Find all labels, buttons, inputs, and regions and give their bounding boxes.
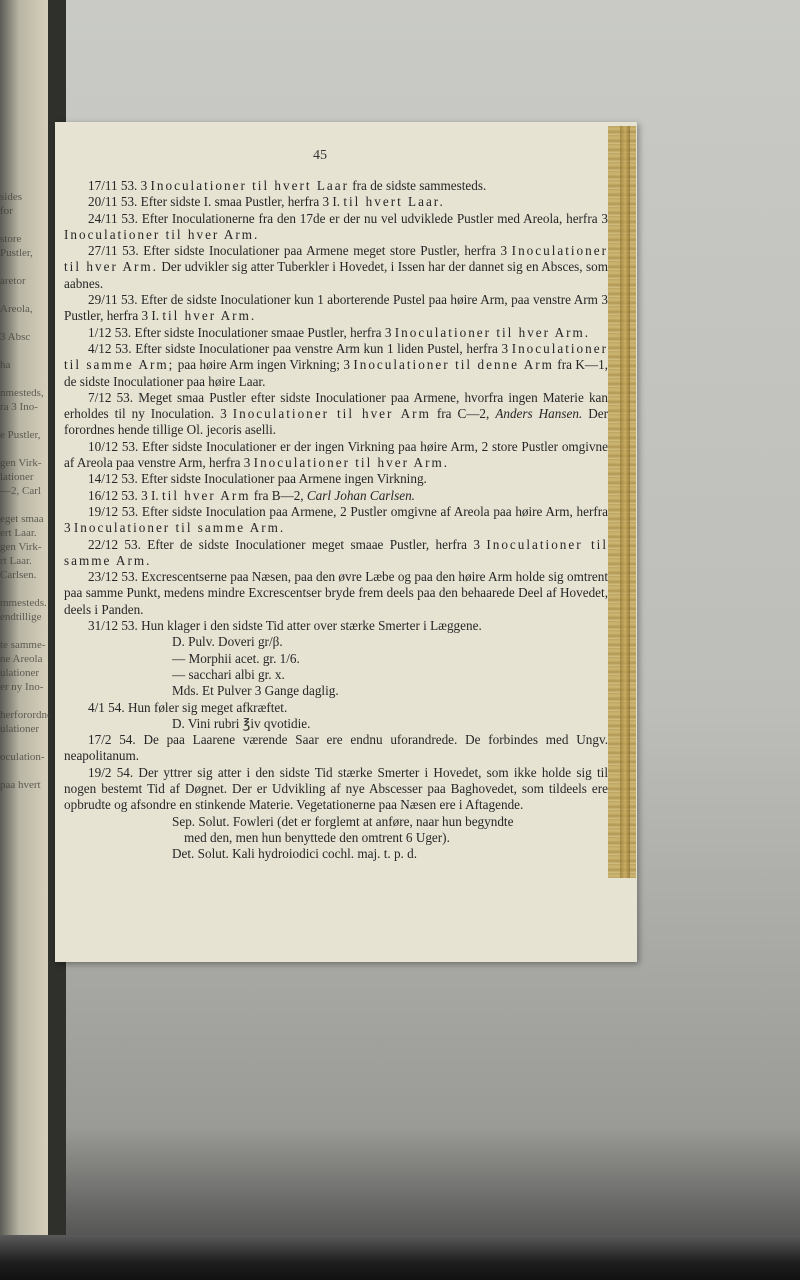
journal-entry [64,211,608,244]
facing-page-text [0,582,60,596]
prescription-line: — sacchari albi gr. x. [172,666,285,682]
facing-page-text: for [0,205,13,217]
entry-date: 4/12 53. [88,340,136,356]
entry-date: 10/12 53. [88,438,143,454]
entry-text: Der forordnes hende tillige Ol. jecoris aselli. [64,406,609,438]
entry-text: Inoculationer til hver Arm. [394,324,591,340]
entry-date: 1/12 53. [88,324,135,340]
entry-text: Der yttrer sig atter i den sidste Tid stærke Smerter i Hovedet, som ikke holde sig til nogen bestemt Tid af Døgnet. Der er Udvikling af nye Abscesser paa Baghovedet, som tildeels ere opbrudte og afsondre en stinkende Materie. Vegetationerne paa Næsen ere i Aftagende. [64,764,608,813]
entry-text: fra B—2, [250,487,307,503]
journal-entry [64,243,608,292]
entry-date: 16/12 53. [88,487,142,503]
entry-text: Inoculationer til samme Arm. [64,536,609,568]
facing-page-text: rt Laar. [0,555,32,567]
facing-page-text [0,442,60,456]
entry-text: Inoculationer til hver Arm. [64,226,260,242]
entry-text: til hvert Laar. [343,194,445,210]
journal-entry [64,504,608,537]
entry-text: Inoculationer til samme Arm; [64,340,608,373]
facing-page-text: 3 Absc [0,331,31,343]
facing-page-text: ulationer [0,667,40,679]
journal-entry [64,178,608,194]
facing-page-text [0,260,60,274]
journal-entry [64,700,608,716]
facing-page-text [0,764,60,778]
entry-text: Efter sidste Inoculationer paa Armene ingen Virkning. [141,471,427,487]
journal-entry [64,569,608,618]
facing-page-text: endtillige [0,611,42,623]
entry-text: til hver Arm [162,487,251,503]
facing-page-text: nmesteds, [0,387,44,399]
facing-page-text: paa hvert [0,779,41,791]
entry-text: Excrescentserne paa Næsen, paa den øvre Læbe og paa den høire Arm holde sig omtrent paa samme Punkt, medens mindre Excrescentser bryde frem deels paa den behaarede Deel af Hovedet, deels i Panden. [64,569,608,617]
facing-page-text: ra 3 Ino- [0,401,38,413]
facing-page-text [0,288,60,302]
prescription-line: D. Pulv. Doveri gr/β. [172,634,283,650]
facing-page-text [0,694,60,708]
facing-page-text: ert Laar. [0,527,37,539]
entry-text: Inoculationer til hver Arm. [253,455,450,471]
facing-page-text: —2, Carl [0,485,41,497]
facing-page-text: ulationer [0,723,40,735]
journal-entry [64,292,608,325]
entry-text: Efter de sidste Inoculationer kun 1 aborterende Pustel paa høire Arm, paa venstre Arm 3 Pustler, herfra 3 I. [64,292,608,324]
entry-text: Efter sidste Inoculationer paa venstre Arm kun 1 liden Pustel, herfra 3 [135,340,512,356]
entry-text: Efter sidste Inoculation paa Armene, 2 Pustler omgivne af Areola paa høire Arm, herfra 3 [64,503,608,536]
entry-date: 31/12 53. [88,618,142,634]
facing-page-text: gen Virk- [0,457,42,469]
page-number: 45 [313,148,327,163]
entry-date: 17/11 53. [88,178,141,193]
journal-entry [64,439,608,472]
entry-text: Efter de sidste Inoculationer meget smaae Pustler, herfra 3 [147,536,487,552]
entry-text: Efter sidste Inoculationer er der ingen Virkning paa høire Arm, 2 store Pustler omgivne af Areola paa venstre Arm, herfra 3 [64,438,608,471]
journal-entry [64,618,608,634]
entry-date: 22/12 53. [88,536,148,552]
entry-date: 24/11 53. [88,210,142,226]
facing-page-text: aretor [0,275,26,287]
facing-page-text [0,372,60,386]
facing-page-text: mmesteds. [0,597,47,609]
facing-page-text: herforordne [0,709,52,721]
entry-text: fra K—1, de sidste Inoculationer paa høire Laar. [64,357,608,389]
entry-text: fra C—2, [430,406,496,422]
entry-text: Inoculationer til hvert Laar [150,178,349,193]
entry-text: Inoculationer til samme Arm. [73,520,286,536]
facing-page-text: ne Areola [0,653,43,665]
journal-entry [64,325,608,341]
entry-text: Der udvikler sig atter Tuberkler i Hovedet, i Issen har der dannet sig en Absces, som aabnes. [64,259,608,291]
entry-text: Efter sidste Inoculationer smaae Pustler, herfra 3 [134,324,395,340]
entry-text: Inoculationer til hver Arm [232,406,431,422]
entry-date: 7/12 53. [88,389,139,405]
journal-entry [64,537,608,570]
prescription-line: Mds. Et Pulver 3 Gange daglig. [172,683,339,699]
journal-entry [64,488,608,504]
entry-date: 4/1 54. [88,699,128,715]
entry-date: 23/12 53. [88,569,142,585]
entry-date: 27/11 53. [88,243,144,259]
entry-text: 3 I. [141,487,163,503]
facing-page-text: Areola, [0,303,33,315]
entry-text: De paa Laarene værende Saar ere endnu uforandrede. De forbindes med Ungv. neapolitanum. [64,732,608,764]
facing-page-text: eget smaa [0,513,44,525]
facing-page-text [0,624,60,638]
prescription-line: Det. Solut. Kali hydroiodici cochl. maj. t. p. d. [172,846,418,862]
entry-text: til hver Arm. [162,308,257,324]
facing-page-text: Pustler, [0,247,33,259]
facing-page-text: ha [0,359,11,371]
facing-page-text [0,498,60,512]
entry-date: 17/2 54. [88,732,144,748]
prescription-line: — Morphii acet. gr. 1/6. [172,650,300,666]
entry-text: Inoculationer til hver Arm. [64,243,608,275]
facing-page-text: te samme- [0,639,46,651]
facing-page-text: gen Virk- [0,541,42,553]
facing-page-text: sides [0,191,22,203]
facing-page-fragment [0,190,60,791]
page-spine-shadow [620,126,630,878]
facing-page-text: oculation- [0,751,45,763]
facing-page-text [0,736,60,750]
entry-text: Inoculationer til denne Arm [353,357,554,373]
document-body [64,178,608,862]
facing-page-text: Carlsen. [0,569,37,581]
journal-entry [64,390,608,439]
facing-page-text: er ny Ino- [0,681,44,693]
facing-page-text [0,344,60,358]
entry-text: Hun føler sig meget afkræftet. [127,699,288,715]
journal-entry [64,732,608,765]
prescription-line: D. Vini rubri ℥iv qvotidie. [172,715,311,731]
prescription-line-continued: med den, men hun benyttede den omtrent 6 Uger). [184,829,450,845]
entry-text: Anders Hansen. [495,406,583,422]
journal-entry [64,341,608,390]
entry-date: 14/12 53. [88,471,142,487]
facing-page-text: lationer [0,471,34,483]
facing-page-text [0,414,60,428]
entry-text: Carl Johan Carlsen. [306,487,415,503]
entry-text: Efter sidste I. smaa Pustler, herfra 3 I. [140,194,344,210]
entry-text: Hun klager i den sidste Tid atter over stærke Smerter i Læggene. [141,618,482,634]
entry-date: 20/11 53. [88,194,141,210]
entry-date: 19/2 54. [88,764,139,780]
facing-page-text [0,218,60,232]
entry-text: paa høire Arm ingen Virkning; 3 [174,357,354,373]
journal-entry [64,471,608,487]
entry-text: Meget smaa Pustler efter sidste Inoculationer paa Armene, hvorfra ingen Materie kan erholdes til ny Inoculation. 3 [64,389,608,422]
entry-date: 29/11 53. [88,292,141,308]
entry-text: Efter sidste Inoculationer paa Armene meget store Pustler, herfra 3 [143,243,512,259]
book-bottom-shadow [0,1235,800,1280]
journal-entry [64,765,608,814]
journal-entry [64,194,608,210]
entry-date: 19/12 53. [88,503,142,519]
entry-text: 3 [140,178,151,193]
facing-page-text [0,316,60,330]
entry-text: fra de sidste sammesteds. [348,178,487,193]
facing-page-text: store [0,233,22,245]
entry-text: Efter Inoculationerne fra den 17de er der nu vel udviklede Pustler med Areola, herfra 3 [141,210,608,226]
facing-page-text: e Pustler, [0,429,41,441]
prescription-line: Sep. Solut. Fowleri (det er forglemt at anføre, naar hun begyndte [172,813,514,829]
